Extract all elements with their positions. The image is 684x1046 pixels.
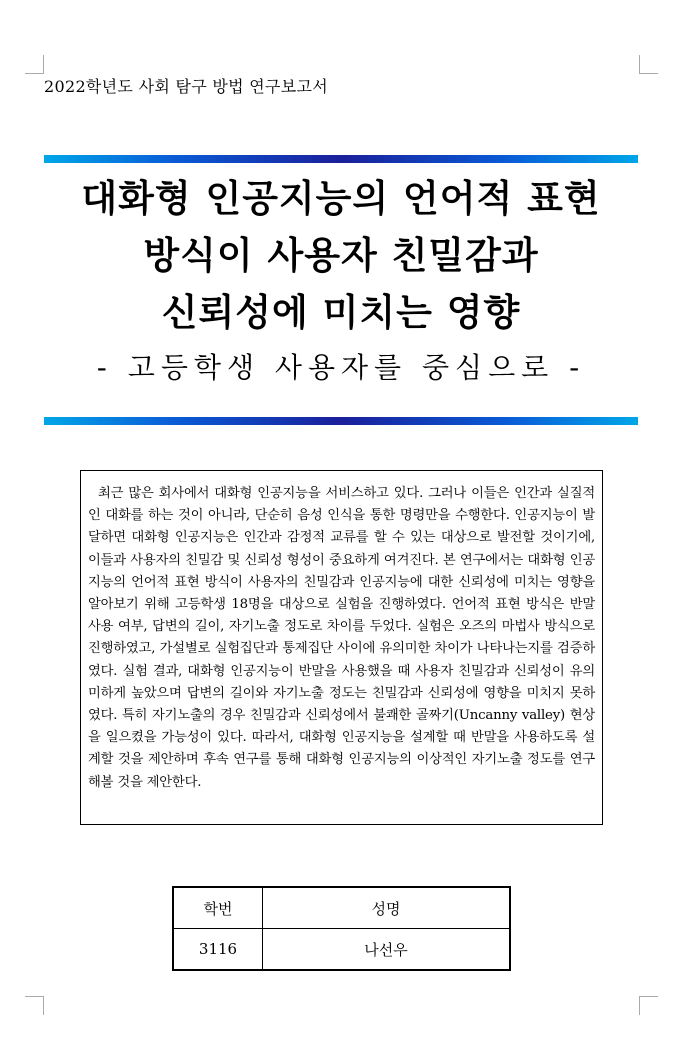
crop-mark-bottom-left	[25, 996, 44, 1015]
crop-mark-top-left	[25, 55, 44, 74]
crop-mark-top-right	[639, 55, 658, 74]
abstract-box: 최근 많은 회사에서 대화형 인공지능을 서비스하고 있다. 그러나 이들은 인간과 실질적인 대화를 하는 것이 아니라, 단순히 음성 인식을 통한 명령만을 수행한다. 인공지능이 발달하면 대화형 인공지능은 인간과 감정적 교류를 할 수 있는 대상으로 발전할 것이기에, 이들과 사용자의 친밀감 및 신뢰성 형성이 중요하게 여겨진다. 본 연구에서는 대화형 인공지능의 언어적 표현 방식이 사용자의 친밀감과 인공지능에 대한 신뢰성에 미치는 영향을 알아보기 위해 고등학생 18명을 대상으로 실험을 진행하였다. 언어적 표현 방식은 반말 사용 여부, 답변의 길이, 자기노출 정도로 차이를 두었다. 실험은 오즈의 마법사 방식으로 진행하였고, 가설별로 실험집단과 통제집단 사이에 유의미한 차이가 나타나는지를 검증하였다. 실험 결과, 대화형 인공지능이 반말을 사용했을 때 사용자 친밀감과 신뢰성이 유의미하게 높았으며 답변의 길이와 자기노출 정도는 친밀감과 신뢰성에 영향을 미치지 못하였다. 특히 자기노출의 경우 친밀감과 신뢰성에서 불쾌한 골짜기(Uncanny valley) 현상을 일으켰을 가능성이 있다. 따라서, 대화형 인공지능을 설계할 때 반말을 사용하도록 설계할 것을 제안하며 후속 연구를 통해 대화형 인공지능의 이상적인 자기노출 정도를 연구해볼 것을 제안한다.	[80, 470, 603, 825]
title-line-3: 신뢰성에 미치는 영향	[161, 291, 521, 334]
title-line-1: 대화형 인공지능의 언어적 표현	[81, 177, 601, 220]
student-name-header: 성명	[263, 887, 511, 929]
title-divider-bottom	[44, 417, 638, 425]
student-info-table	[172, 886, 511, 971]
student-name-cell: 나선우	[263, 929, 511, 971]
title-divider-top	[44, 155, 638, 163]
title-block	[44, 170, 638, 393]
table-row	[173, 929, 510, 971]
table-header-row	[173, 887, 510, 929]
title-line-2: 방식이 사용자 친밀감과	[143, 234, 539, 277]
crop-mark-bottom-right	[639, 996, 658, 1015]
subtitle: - 고등학생 사용자를 중심으로 -	[96, 351, 586, 384]
student-id-cell: 3116	[173, 929, 263, 971]
student-id-header: 학번	[173, 887, 263, 929]
report-header: 2022학년도 사회 탐구 방법 연구보고서	[44, 77, 329, 96]
